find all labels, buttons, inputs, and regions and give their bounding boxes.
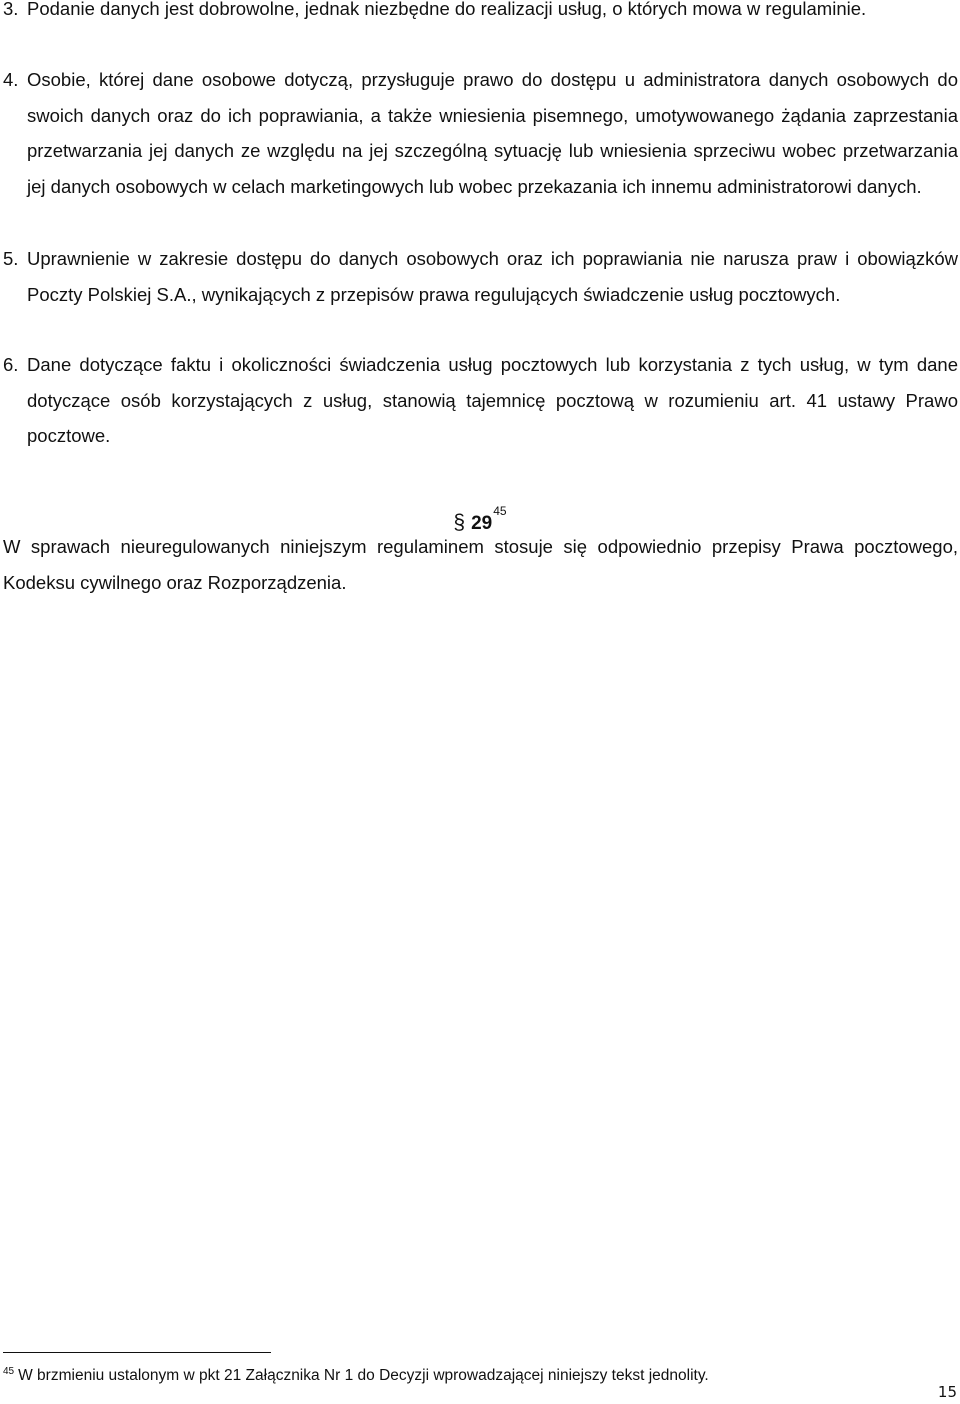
section-number: 29 <box>471 513 493 534</box>
list-item-number: 3. <box>3 0 19 19</box>
section-text: W sprawach nieuregulowanych niniejszym regulaminem stosuje się odpowiednio przepisy Prawa pocztowego, Kodeksu cywilnego oraz Rozporządzenia. <box>3 536 958 593</box>
list-item-4 <box>3 62 958 204</box>
footnote <box>3 1361 943 1387</box>
section-symbol: § <box>453 511 466 534</box>
list-item-6 <box>3 347 958 454</box>
list-item-number: 5. <box>3 248 19 269</box>
footnote-reference[interactable]: 45 <box>493 504 507 518</box>
list-item-text: Dane dotyczące faktu i okoliczności świadczenia usług pocztowych lub korzystania z tych usług, w tym dane dotyczące osób korzystających z usług, stanowią tajemnicę pocztową w rozumieniu art. 41 ustawy Prawo pocztowe. <box>27 354 958 446</box>
list-item-text: Uprawnienie w zakresie dostępu do danych osobowych oraz ich poprawiania nie narusza praw i obowiązków Poczty Polskiej S.A., wynikających z przepisów prawa regulujących świadczenie usług pocztowych. <box>27 248 958 305</box>
page-number: 15 <box>937 1383 957 1401</box>
list-item-text: Osobie, której dane osobowe dotyczą, przysługuje prawo do dostępu u administratora danych osobowych do swoich danych oraz do ich poprawiania, a także wniesienia pisemnego, umotywowanego żądania zaprzestania przetwarzania jej danych ze względu na jej szczególną sytuację lub wniesienia sprzeciwu wobec przetwarzania jej danych osobowych w celach marketingowych lub wobec przekazania ich innemu administratorowi danych. <box>27 69 958 197</box>
list-item-number: 4. <box>3 69 19 90</box>
footnote-text: W brzmieniu ustalonym w pkt 21 Załącznika Nr 1 do Decyzji wprowadzającej niniejszy tekst jednolity. <box>18 1367 709 1384</box>
list-item-text: Podanie danych jest dobrowolne, jednak niezbędne do realizacji usług, o których mowa w regulaminie. <box>27 0 867 19</box>
list-item-3 <box>3 0 958 27</box>
list-item-number: 6. <box>3 354 19 375</box>
list-item-5 <box>3 241 958 312</box>
footnote-divider <box>3 1352 271 1353</box>
footnote-marker: 45 <box>3 1366 15 1377</box>
